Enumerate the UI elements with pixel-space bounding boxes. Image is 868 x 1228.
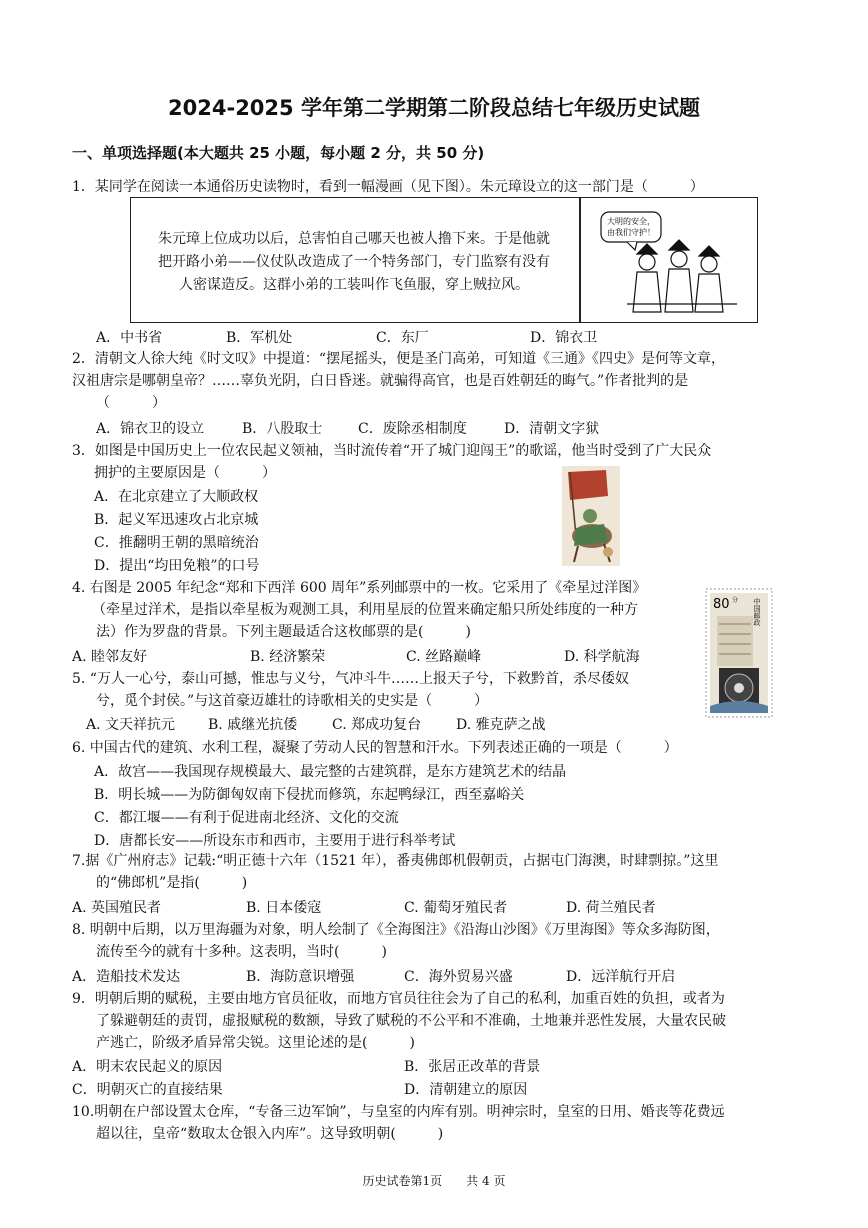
q8-option-a: A．造船技术发达 xyxy=(72,969,181,985)
q3-option-b: B．起义军迅速攻占北京城 xyxy=(94,512,259,528)
q1-box-divider xyxy=(579,198,581,322)
q8-option-c: C．海外贸易兴盛 xyxy=(404,969,513,985)
q5-option-b: B. 戚继光抗倭 xyxy=(208,717,298,733)
q7-option-c: C. 葡萄牙殖民者 xyxy=(404,900,508,916)
q8-option-d: D．远洋航行开启 xyxy=(566,969,676,985)
q3-option-c: C．推翻明王朝的黑暗统治 xyxy=(94,535,259,551)
q8-line: 8. 明朝中后期，以万里海疆为对象，明人绘制了《全海图注》《沿海山沙图》《万里海图》等众多海防图， xyxy=(72,922,720,938)
q7-option-b: B. 日本倭寇 xyxy=(246,900,322,916)
q3-option-a: A．在北京建立了大顺政权 xyxy=(94,489,259,505)
q4-line: 法）作为罗盘的背景。下列主题最适合这枚邮票的是( ) xyxy=(96,624,471,640)
q7-line: 7.据《广州府志》记载:“明正德十六年（1521 年），番夷佛郎机假朝贡，占据屯门海澳，时肆剽掠。”这里 xyxy=(72,853,719,869)
q2-line: 2．清朝文人徐大纯《时文叹》中提道：“摆尾摇头，便是圣门高弟，可知道《三通》《四史》是何等文章， xyxy=(72,351,726,367)
q1-material-line: 把开路小弟——仪仗队改造成了一个特务部门，专门监察有没有 xyxy=(158,254,550,270)
q6-option-c: C．都江堰——有利于促进南北经济、文化的交流 xyxy=(94,810,399,826)
q6-option-a: A．故宫——我国现存规模最大、最完整的古建筑群，是东方建筑艺术的结晶 xyxy=(94,764,567,780)
q4-line: （牵星过洋术，是指以牵星板为观测工具，利用星辰的位置来确定船只所处纬度的一种方 xyxy=(92,602,638,618)
q1-option-c: C．东厂 xyxy=(376,330,429,346)
q4-option-d: D. 科学航海 xyxy=(564,649,640,665)
rebel-leader-painting xyxy=(562,466,620,566)
q5-line: 兮，觅个封侯。”与这首豪迈雄壮的诗歌相关的史实是（ ） xyxy=(96,693,489,709)
q1-material-line: 人密谋造反。这群小弟的工装叫作飞鱼服，穿上贼拉风。 xyxy=(179,277,529,293)
cartoon-image xyxy=(587,204,751,316)
q3-line: 3．如图是中国历史上一位农民起义领袖，当时流传着“开了城门迎闯王”的歌谣，他当时受到了广大民众 xyxy=(72,443,712,459)
q1-option-d: D．锦衣卫 xyxy=(530,330,598,346)
q6-stem: 6. 中国古代的建筑、水利工程，凝聚了劳动人民的智慧和汗水。下列表述正确的一项是（ ） xyxy=(72,740,678,756)
q5-option-a: A. 文天祥抗元 xyxy=(86,717,176,733)
q2-option-d: D．清朝文字狱 xyxy=(504,421,600,437)
q3-line: 拥护的主要原因是（ ） xyxy=(94,465,276,481)
q2-line: 汉祖唐宗是哪朝皇帝？……辜负光阴，白日昏迷。就骗得高官，也是百姓朝廷的晦气。”作者批判的是 xyxy=(72,373,689,389)
q1-option-a: A．中书省 xyxy=(96,330,163,346)
stamp-country: 中国邮政 xyxy=(753,598,761,626)
bubble-line: 大明的安全， xyxy=(607,217,655,226)
q7-option-a: A. 英国殖民者 xyxy=(72,900,162,916)
q2-option-c: C．废除丞相制度 xyxy=(358,421,467,437)
q9-option-a: A．明末农民起义的原因 xyxy=(72,1059,223,1075)
zhenghe-stamp-image xyxy=(705,588,773,718)
q7-line: 的“佛郎机”是指( ) xyxy=(96,875,248,891)
q5-option-d: D. 雅克萨之战 xyxy=(456,717,546,733)
q6-option-d: D．唐都长安——所设东市和西市，主要用于进行科举考试 xyxy=(94,833,456,849)
stamp-value: 80 xyxy=(713,597,730,612)
q8-option-b: B．海防意识增强 xyxy=(246,969,355,985)
section-heading: 一、单项选择题(本大题共 25 小题，每小题 2 分，共 50 分) xyxy=(72,144,485,162)
q4-option-c: C. 丝路巅峰 xyxy=(406,649,482,665)
q2-option-a: A．锦衣卫的设立 xyxy=(96,421,205,437)
q9-option-c: C．明朝灭亡的直接结果 xyxy=(72,1082,223,1098)
q5-line: 5. “万人一心兮，泰山可撼，惟忠与义兮，气冲斗牛……上报天子兮，下救黔首，杀尽倭奴 xyxy=(72,671,629,687)
q1-material-line: 朱元璋上位成功以后，总害怕自己哪天也被人撸下来。于是他就 xyxy=(158,231,550,247)
q1-material-text xyxy=(139,228,569,297)
q8-line: 流传至今的就有十多种。这表明，当时( ) xyxy=(96,944,387,960)
q2-line: （ ） xyxy=(96,395,166,411)
q3-option-d: D．提出“均田免粮”的口号 xyxy=(94,558,260,574)
q10-line: 超以往，皇帝“数取太仓银入内库”。这导致明朝( ) xyxy=(96,1126,444,1142)
q9-option-b: B．张居正改革的背景 xyxy=(404,1059,541,1075)
q6-option-b: B．明长城——为防御匈奴南下侵扰而修筑，东起鸭绿江，西至嘉峪关 xyxy=(94,787,525,803)
bubble-line: 由我们守护！ xyxy=(607,228,655,237)
q2-option-b: B．八股取士 xyxy=(242,421,323,437)
q1-stem: 1．某同学在阅读一本通俗历史读物时，看到一幅漫画（见下图）。朱元璋设立的这一部门是（ ） xyxy=(72,179,704,195)
q4-line: 4. 右图是 2005 年纪念“郑和下西洋 600 周年”系列邮票中的一枚。它采用了《牵星过洋图》 xyxy=(72,580,647,596)
q1-option-b: B．军机处 xyxy=(226,330,293,346)
page-footer: 历史试卷第1页 共 4 页 xyxy=(362,1174,506,1188)
exam-title: 2024-2025 学年第二学期第二阶段总结七年级历史试题 xyxy=(168,96,700,120)
stamp-unit: 分 xyxy=(732,597,739,604)
q4-option-a: A. 睦邻友好 xyxy=(72,649,148,665)
q9-line: 产逃亡，阶级矛盾异常尖锐。这里论述的是( ) xyxy=(96,1035,415,1051)
q1-material-box xyxy=(130,197,758,323)
q5-option-c: C. 郑成功复台 xyxy=(332,717,422,733)
q7-option-d: D. 荷兰殖民者 xyxy=(566,900,656,916)
q4-option-b: B. 经济繁荣 xyxy=(250,649,326,665)
q10-line: 10.明朝在户部设置太仓库，“专备三边军饷”，与皇室的内库有别。明神宗时，皇室的日用、婚丧等花费远 xyxy=(72,1104,725,1120)
q9-option-d: D．清朝建立的原因 xyxy=(404,1082,528,1098)
q9-line: 了躲避朝廷的责罚，虚报赋税的数额，导致了赋税的不公平和不准确，土地兼并恶性发展，大量农民破 xyxy=(96,1013,726,1029)
q9-line: 9．明朝后期的赋税，主要由地方官员征收，而地方官员往往会为了自己的私利，加重百姓的负担，或者为 xyxy=(72,991,725,1007)
